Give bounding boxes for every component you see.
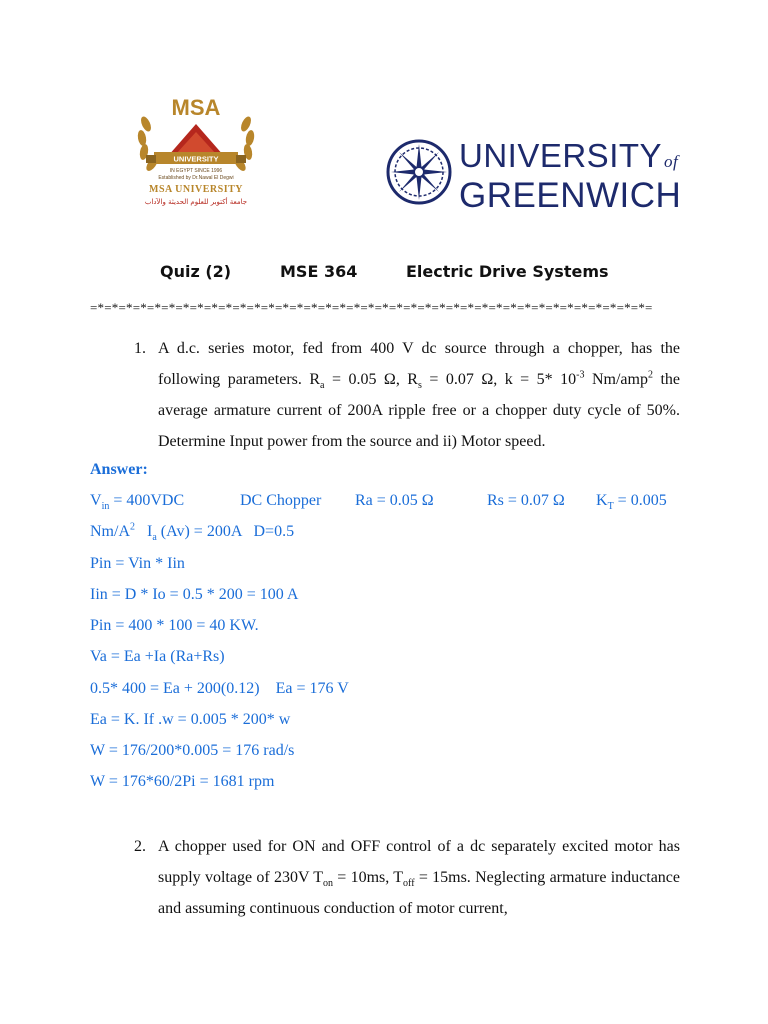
quiz-number: Quiz (2)	[160, 262, 232, 281]
course-code: MSE 364	[280, 262, 358, 281]
answer-line-8: Ea = K. If .w = 0.005 * 200* w	[90, 711, 291, 728]
answer-rs: Rs = 0.07 Ω	[487, 492, 565, 509]
answer-chopper: DC Chopper	[240, 492, 322, 509]
question-1	[134, 333, 680, 457]
question-text: A chopper used for ON and OFF control of a dc separately excited motor has supply voltage of 230V $T_{on} = 10ms$, $T_{off} = 15ms$. Neglecting armature inductance and assuming continuous conduction of motor current,	[158, 838, 681, 917]
answer-line-5: Pin = 400 * 100 = 40 KW.	[90, 617, 259, 634]
answer-line-1: $V_{in} = 400VDC$	[90, 492, 185, 513]
answer-line-10: W = 176*60/2Pi = 1681 rpm	[90, 773, 275, 790]
greenwich-logo	[385, 137, 685, 215]
greenwich-logo-greenwich: GREENWICH	[459, 176, 682, 215]
course-name: Electric Drive Systems	[406, 262, 609, 281]
msa-university-logo	[132, 94, 260, 212]
question-text: A d.c. series motor, fed from 400 V dc source through a chopper, has the following parameters. $R_a = 0.05$ Ω, $R_s = 0.07$ Ω, k = 5* $10^{-3}$ Nm/amp$^2$ the average armature current of 200A ripple free or a chopper duty cycle of 50%. Determine Input power from the source and ii) Motor speed.	[158, 340, 681, 450]
question-number: 1.	[134, 340, 146, 357]
answer-line-9: W = 176/200*0.005 = 176 rad/s	[90, 742, 295, 759]
answer-line-2: $Nm/A^2$ $I_a$ (Av) = 200A D=0.5	[90, 521, 295, 544]
question-2	[134, 831, 680, 924]
question-number: 2.	[134, 838, 146, 855]
answer-line-3: Pin = Vin * Iin	[90, 555, 185, 572]
greenwich-logo-university: UNIVERSITY	[459, 137, 663, 174]
answer-line-6: Va = Ea +Ia (Ra+Rs)	[90, 648, 225, 665]
greenwich-compass-icon	[385, 138, 453, 206]
answer-heading: Answer:	[90, 461, 148, 478]
msa-logo-footer: MSA UNIVERSITY	[149, 184, 243, 195]
msa-logo-banner: UNIVERSITY	[173, 154, 219, 164]
quiz-title	[0, 262, 768, 286]
divider-line: =*=*=*=*=*=*=*=*=*=*=*=*=*=*=*=*=*=*=*=*=*=*=*=*=*=*=*=*=*=*=*=*=*=*=*=*=*=*=*=	[90, 300, 653, 315]
answer-line-7: 0.5* 400 = Ea + 200(0.12) Ea = 176 V	[90, 680, 349, 697]
msa-logo-name: MSA	[171, 95, 221, 120]
answer-line-4: Iin = D * Io = 0.5 * 200 = 100 A	[90, 586, 299, 603]
answer-kt: $K_T = 0.005$	[596, 492, 667, 513]
greenwich-logo-of: of	[664, 152, 679, 171]
msa-logo-tagline-2: Established by Dr.Nawal El Degwi	[158, 175, 234, 181]
msa-logo-arabic: جامعة أكتوبر للعلوم الحديثة والآداب	[144, 198, 248, 206]
msa-logo-tagline-1: IN EGYPT SINCE 1996	[169, 168, 223, 174]
msa-emblem-icon	[132, 94, 260, 212]
answer-ra: Ra = 0.05 Ω	[355, 492, 434, 509]
